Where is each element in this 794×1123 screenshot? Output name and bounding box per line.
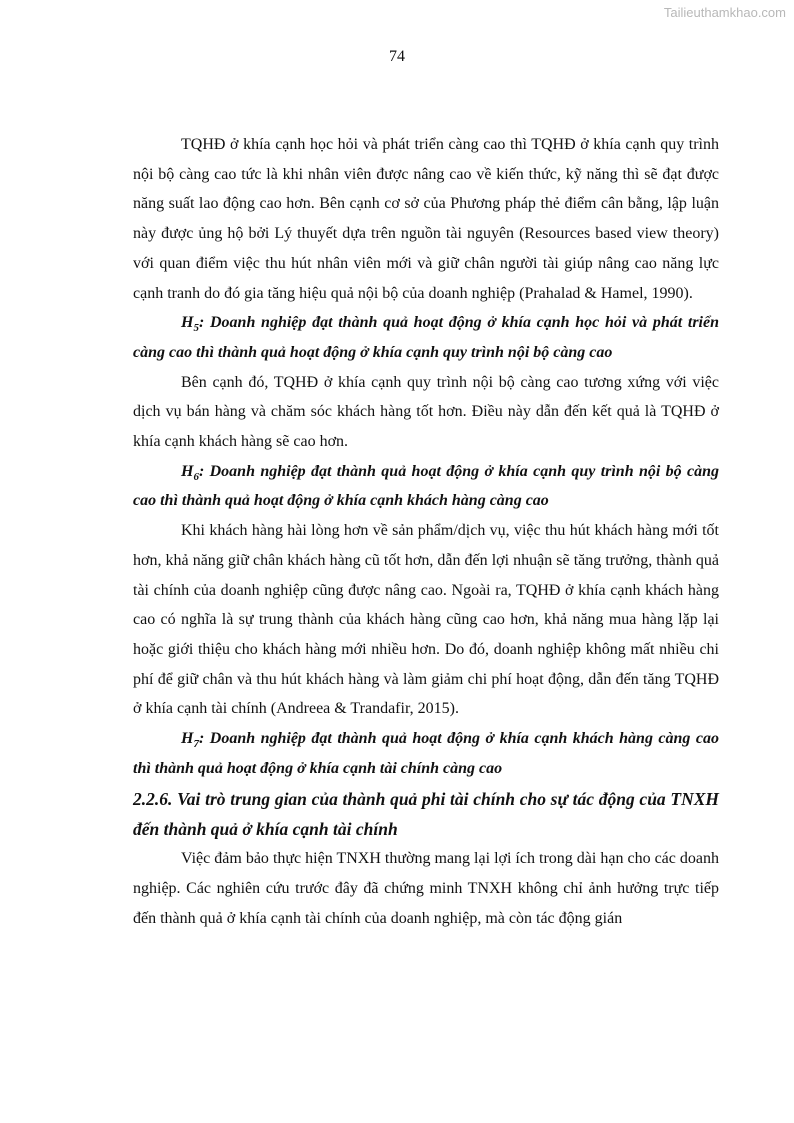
hypothesis-h5-subscript: 5 xyxy=(193,322,199,335)
hypothesis-h6 xyxy=(133,457,719,516)
hypothesis-h7-subscript: 7 xyxy=(193,738,199,751)
hypothesis-h5 xyxy=(133,308,719,367)
hypothesis-h5-text: : Doanh nghiệp đạt thành quả hoạt động ở khía cạnh học hỏi và phát triển càng cao thì thành quả hoạt động ở khía cạnh quy trình nội bộ càng cao xyxy=(133,314,719,361)
section-heading-2-2-6: 2.2.6. Vai trò trung gian của thành quả phi tài chính cho sự tác động của TNXH đến thành quả ở khía cạnh tài chính xyxy=(133,789,719,840)
hypothesis-h5-label: H xyxy=(181,314,194,332)
hypothesis-h7-text: : Doanh nghiệp đạt thành quả hoạt động ở khía cạnh khách hàng càng cao thì thành quả hoạt động ở khía cạnh tài chính càng cao xyxy=(133,730,719,777)
hypothesis-h6-subscript: 6 xyxy=(193,470,199,483)
paragraph-2: Bên cạnh đó, TQHĐ ở khía cạnh quy trình nội bộ càng cao tương xứng với việc dịch vụ bán hàng và chăm sóc khách hàng tốt hơn. Điều này dẫn đến kết quả là TQHĐ ở khía cạnh khách hàng sẽ cao hơn. xyxy=(133,373,719,451)
paragraph-1: TQHĐ ở khía cạnh học hỏi và phát triển càng cao thì TQHĐ ở khía cạnh quy trình nội bộ càng cao tức là khi nhân viên được nâng cao về kiến thức, kỹ năng thì sẽ đạt được năng suất lao động cao hơn. Bên cạnh cơ sở của Phương pháp thẻ điểm cân bằng, lập luận này được ủng hộ bởi Lý thuyết dựa trên nguồn tài nguyên (Resources based view theory) với quan điểm việc thu hút nhân viên mới và giữ chân người tài giúp nâng cao năng lực cạnh tranh do đó gia tăng hiệu quả nội bộ của doanh nghiệp (Prahalad & Hamel, 1990). xyxy=(133,136,719,302)
watermark: Tailieuthamkhao.com xyxy=(663,5,786,20)
document-body xyxy=(133,130,719,934)
paragraph-3: Khi khách hàng hài lòng hơn về sản phẩm/dịch vụ, việc thu hút khách hàng mới tốt hơn, khả năng giữ chân khách hàng cũ tốt hơn, dẫn đến lợi nhuận sẽ tăng trưởng, thành quả tài chính của doanh nghiệp cũng được nâng cao. Ngoài ra, TQHĐ ở khía cạnh khách hàng cao có nghĩa là sự trung thành của khách hàng cũng cao hơn, khả năng mua hàng lặp lại hoặc giới thiệu cho khách hàng mới nhiều hơn. Do đó, doanh nghiệp không mất nhiều chi phí để giữ chân và thu hút khách hàng và làm giảm chi phí hoạt động, dẫn đến tăng TQHĐ ở khía cạnh tài chính (Andreea & Trandafir, 2015). xyxy=(133,522,719,718)
hypothesis-h7-label: H xyxy=(181,730,194,748)
page-number: 74 xyxy=(389,48,405,65)
hypothesis-h6-text: : Doanh nghiệp đạt thành quả hoạt động ở khía cạnh quy trình nội bộ càng cao thì thành quả hoạt động ở khía cạnh khách hàng càng cao xyxy=(133,462,719,510)
paragraph-4: Việc đảm bảo thực hiện TNXH thường mang lại lợi ích trong dài hạn cho các doanh nghiệp. Các nghiên cứu trước đây đã chứng minh TNXH không chỉ ảnh hưởng trực tiếp đến thành quả ở khía cạnh tài chính của doanh nghiệp, mà còn tác động gián xyxy=(133,850,719,927)
hypothesis-h6-label: H xyxy=(181,462,194,480)
hypothesis-h7 xyxy=(133,724,719,783)
